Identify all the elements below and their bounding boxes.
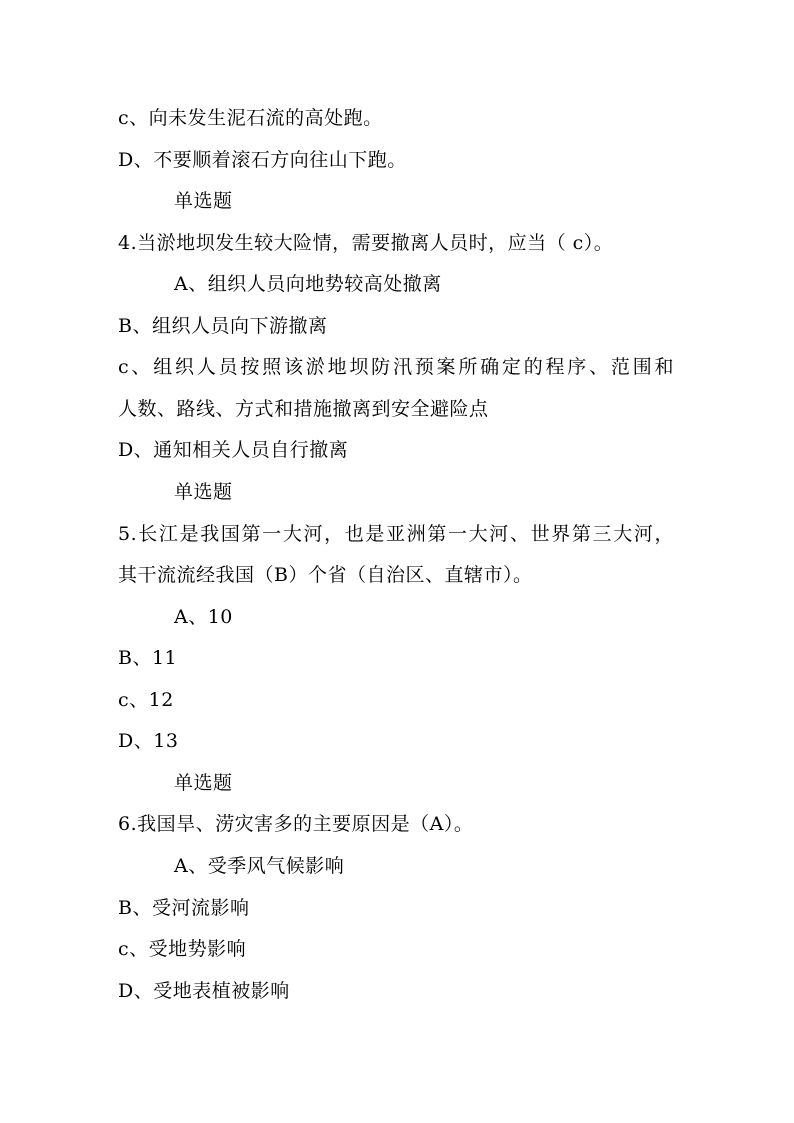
q4-option-a: A、组织人员向地势较高处撤离: [174, 273, 442, 295]
q4-question: 4.当淤地坝发生较大险情，需要撤离人员时，应当（ c）。: [118, 232, 614, 254]
q4-option-c-line2: 人数、路线、方式和措施撤离到安全避险点: [118, 398, 489, 420]
q3-option-d: D、不要顺着滚石方向往山下跑。: [118, 149, 407, 171]
q6-option-a: A、受季风气候影响: [174, 855, 345, 877]
q4-option-c-line1: c、组织人员按照该淤地坝防汛预案所确定的程序、范围和: [118, 356, 674, 378]
q5-question-line2: 其干流流经我国（B）个省（自治区、直辖市）。: [118, 564, 533, 586]
q5-question-line1: 5.长江是我国第一大河，也是亚洲第一大河、世界第三大河，: [118, 523, 674, 545]
q4-option-d: D、通知相关人员自行撤离: [118, 439, 349, 461]
q5-option-b: B、11: [118, 647, 178, 669]
q6-option-b: B、受河流影响: [118, 897, 250, 919]
q5-option-d: D、13: [118, 730, 179, 752]
q6-type-label: 单选题: [174, 772, 233, 794]
q4-option-b: B、组织人员向下游撤离: [118, 315, 328, 337]
q6-option-d: D、受地表植被影响: [118, 980, 290, 1002]
q3-option-c: c、向未发生泥石流的高处跑。: [118, 107, 383, 129]
q6-question: 6.我国旱、涝灾害多的主要原因是（A）。: [118, 813, 474, 835]
q5-type-label: 单选题: [174, 481, 233, 503]
q6-option-c: c、受地势影响: [118, 938, 247, 960]
q5-option-a: A、10: [174, 606, 233, 628]
q5-option-c: c、12: [118, 689, 174, 711]
q4-type-label: 单选题: [174, 190, 233, 212]
